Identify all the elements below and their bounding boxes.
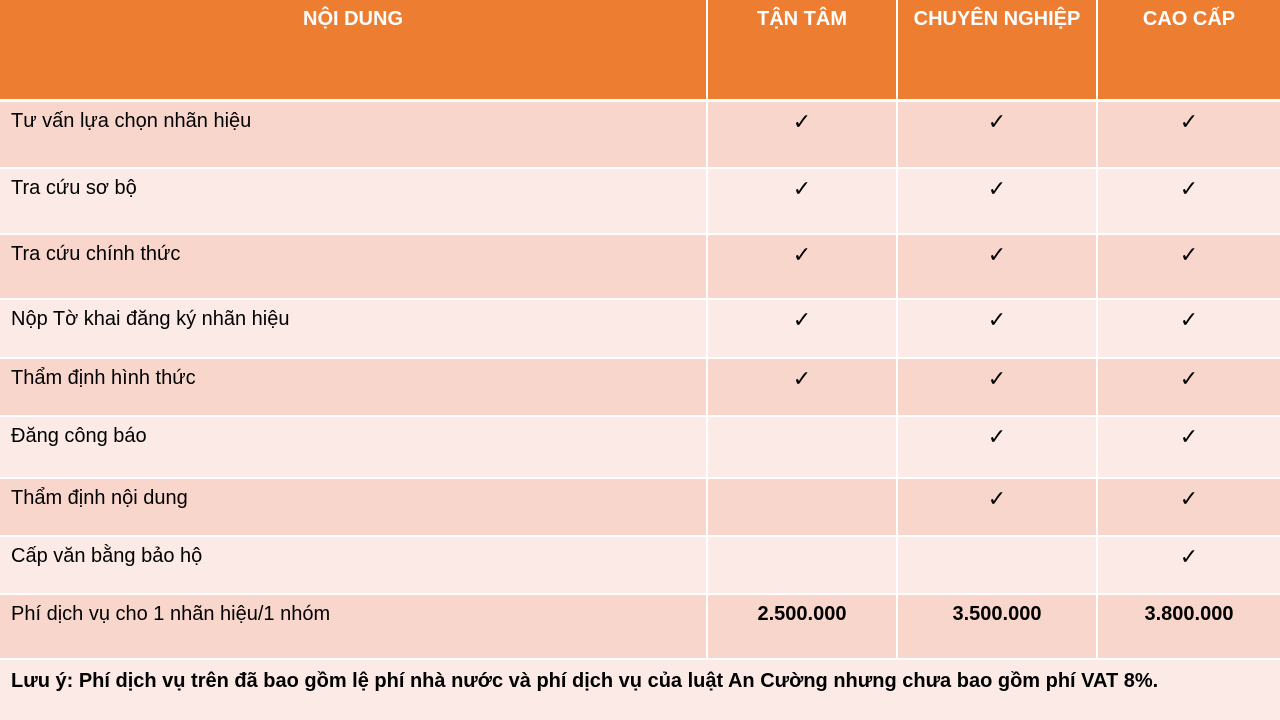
check-icon: ✓ bbox=[1179, 110, 1199, 135]
price-row bbox=[0, 595, 1280, 660]
header-noi-dung: NỘI DUNG bbox=[0, 0, 708, 99]
check-icon: ✓ bbox=[898, 417, 1098, 477]
price-tan-tam: 2.500.000 bbox=[708, 595, 898, 658]
check-icon: ✓ bbox=[708, 235, 898, 298]
row-label: Tra cứu chính thức bbox=[0, 235, 708, 298]
row-label: Thẩm định hình thức bbox=[0, 359, 708, 415]
row-label: Đăng công báo bbox=[0, 417, 708, 477]
table-row bbox=[0, 102, 1280, 169]
check-icon: ✓ bbox=[708, 359, 898, 415]
price-row-label: Phí dịch vụ cho 1 nhãn hiệu/1 nhóm bbox=[0, 595, 708, 658]
row-label: Cấp văn bằng bảo hộ bbox=[0, 537, 708, 593]
row-label: Tư vấn lựa chọn nhãn hiệu bbox=[0, 102, 708, 167]
check-icon: ✓ bbox=[1179, 425, 1199, 450]
check-icon: ✓ bbox=[708, 102, 898, 167]
check-icon: ✓ bbox=[1179, 367, 1199, 392]
check-icon: ✓ bbox=[708, 169, 898, 233]
check-icon: ✓ bbox=[898, 102, 1098, 167]
empty-cell bbox=[898, 537, 1098, 593]
check-icon: ✓ bbox=[898, 359, 1098, 415]
check-icon: ✓ bbox=[898, 479, 1098, 535]
price-chuyen-nghiep: 3.500.000 bbox=[898, 595, 1098, 658]
check-icon: ✓ bbox=[898, 235, 1098, 298]
header-tan-tam: TẬN TÂM bbox=[708, 0, 898, 99]
check-icon: ✓ bbox=[1179, 308, 1199, 333]
empty-cell bbox=[708, 537, 898, 593]
table-row bbox=[0, 479, 1280, 537]
table-row bbox=[0, 235, 1280, 300]
row-label: Tra cứu sơ bộ bbox=[0, 169, 708, 233]
table-row bbox=[0, 169, 1280, 235]
check-icon: ✓ bbox=[1179, 487, 1199, 512]
check-icon: ✓ bbox=[898, 300, 1098, 357]
table-row bbox=[0, 417, 1280, 479]
table-header-row bbox=[0, 0, 1280, 102]
empty-cell bbox=[708, 479, 898, 535]
table-row bbox=[0, 359, 1280, 417]
row-label: Nộp Tờ khai đăng ký nhãn hiệu bbox=[0, 300, 708, 357]
check-icon: ✓ bbox=[1179, 243, 1199, 268]
check-icon: ✓ bbox=[1179, 545, 1199, 570]
header-cao-cap: CAO CẤP bbox=[1142, 8, 1236, 30]
check-icon: ✓ bbox=[708, 300, 898, 357]
table-row bbox=[0, 300, 1280, 359]
price-cao-cap: 3.800.000 bbox=[1144, 603, 1234, 625]
note-text: Lưu ý: Phí dịch vụ trên đã bao gồm lệ phí nhà nước và phí dịch vụ của luật An Cường nhưng chưa bao gồm phí VAT 8%. bbox=[0, 660, 1280, 720]
row-label: Thẩm định nội dung bbox=[0, 479, 708, 535]
empty-cell bbox=[708, 417, 898, 477]
header-chuyen-nghiep: CHUYÊN NGHIỆP bbox=[898, 0, 1098, 99]
check-icon: ✓ bbox=[898, 169, 1098, 233]
check-icon: ✓ bbox=[1179, 177, 1199, 202]
table-row bbox=[0, 537, 1280, 595]
